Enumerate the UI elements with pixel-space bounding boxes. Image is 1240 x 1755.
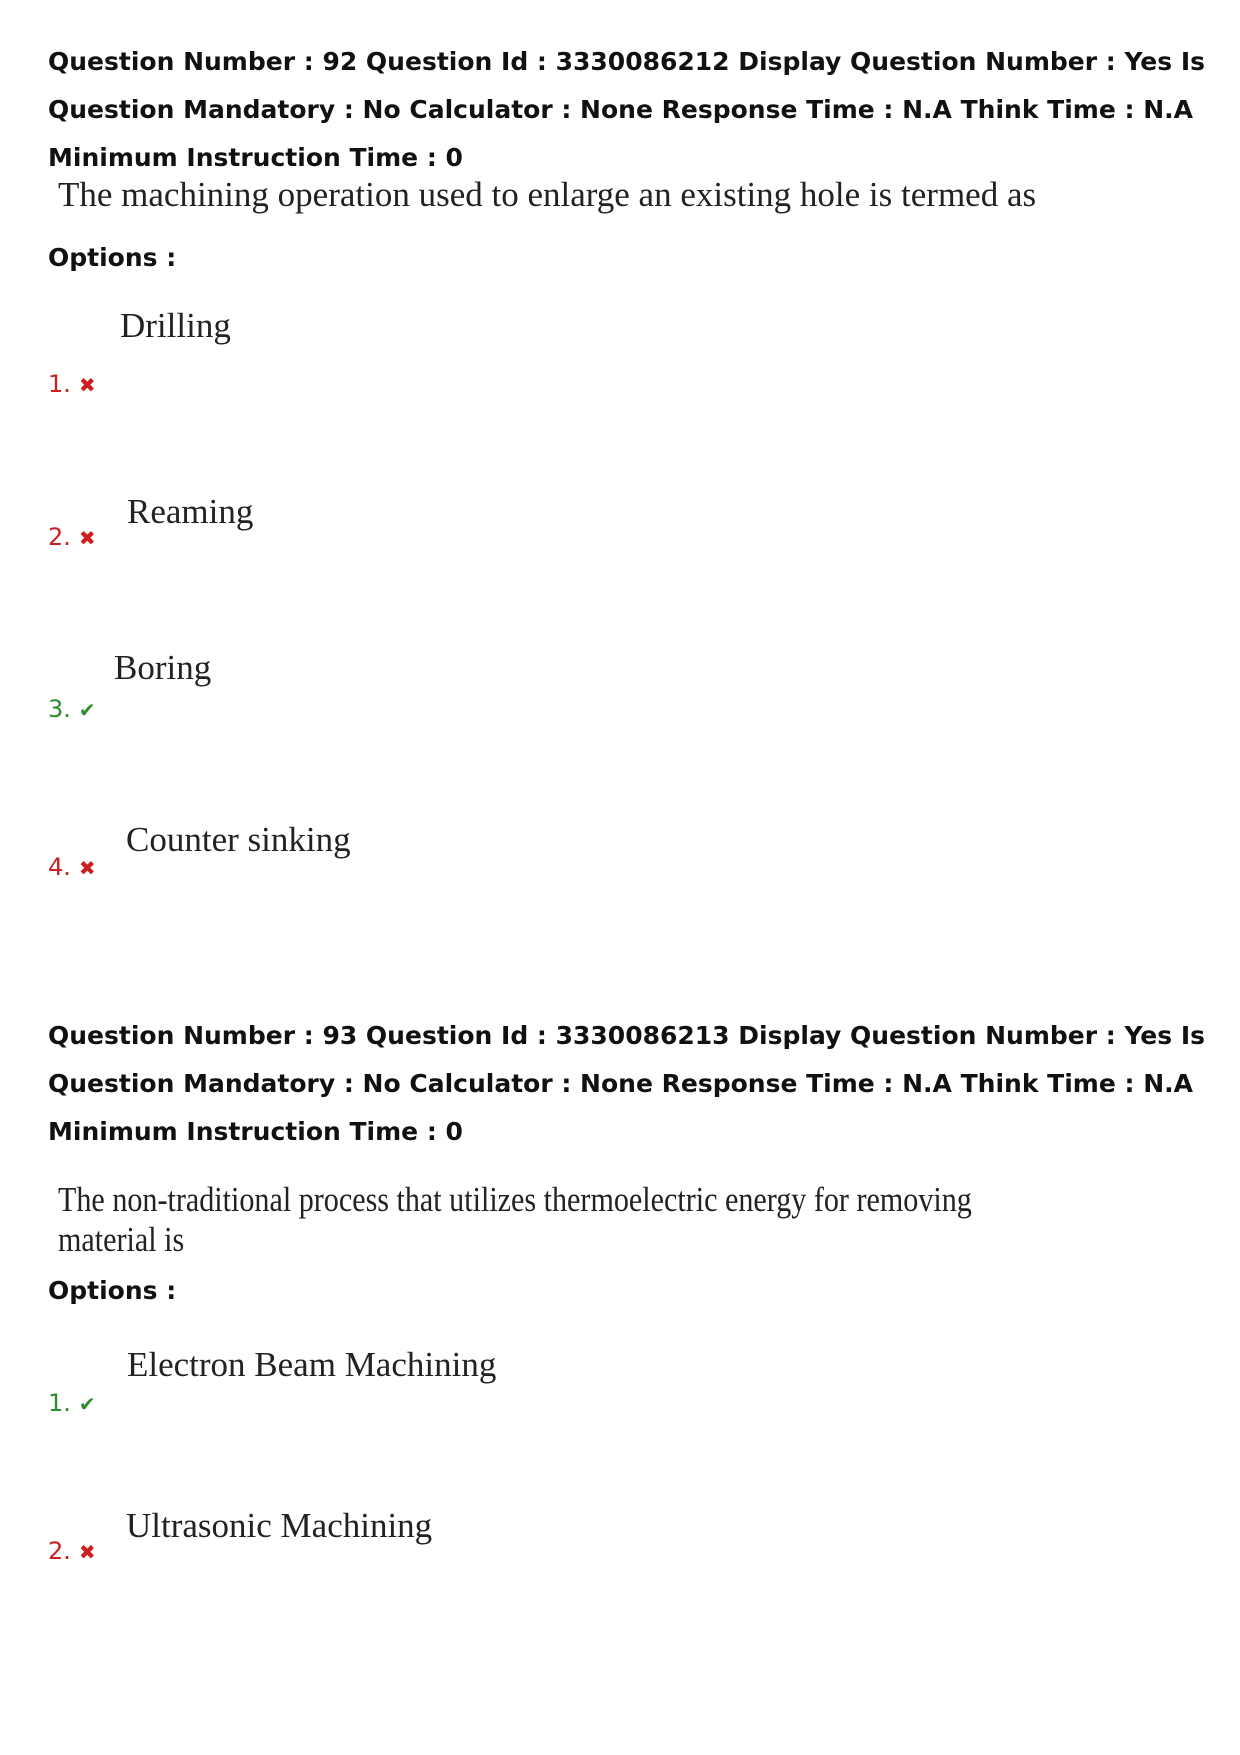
cross-icon: ✖ [78,1540,96,1564]
cross-icon: ✖ [78,526,96,550]
question-92-option-4-number: 4. ✖ [48,853,96,881]
question-92-option-2-text: Reaming [127,492,254,531]
question-93-option-2-text: Ultrasonic Machining [126,1506,433,1545]
cross-icon: ✖ [78,373,96,397]
question-92-option-1-text: Drilling [120,306,231,345]
question-92-text: The machining operation used to enlarge an existing hole is termed as [58,175,1037,214]
question-93-option-1-number: 1. ✔ [48,1389,96,1417]
question-92-option-1-number: 1. ✖ [48,370,96,398]
question-92-option-3-number: 3. ✔ [48,695,96,723]
question-92-option-3-text: Boring [114,648,212,687]
question-93-meta: Question Number : 93 Question Id : 3330086213 Display Question Number : Yes Is Question Mandatory : No Calculator : None Response Time : N.A Think Time : N.A Minimum Instruction Time : 0 [48,1021,1206,1146]
question-92-option-4-text: Counter sinking [126,820,351,859]
question-93-option-1-text: Electron Beam Machining [127,1345,497,1384]
question-93-options-label: Options : [48,1276,177,1305]
cross-icon: ✖ [78,856,96,880]
question-92-option-2-number: 2. ✖ [48,523,96,551]
question-93-option-2-number: 2. ✖ [48,1537,96,1565]
checkmark-icon: ✔ [78,1392,96,1416]
checkmark-icon: ✔ [78,698,96,722]
question-93-text: The non-traditional process that utilizes thermoelectric energy for removing material is [58,1180,972,1259]
question-92-options-label: Options : [48,243,177,272]
question-92-meta: Question Number : 92 Question Id : 3330086212 Display Question Number : Yes Is Question Mandatory : No Calculator : None Response Time : N.A Think Time : N.A Minimum Instruction Time : 0 [48,47,1206,172]
